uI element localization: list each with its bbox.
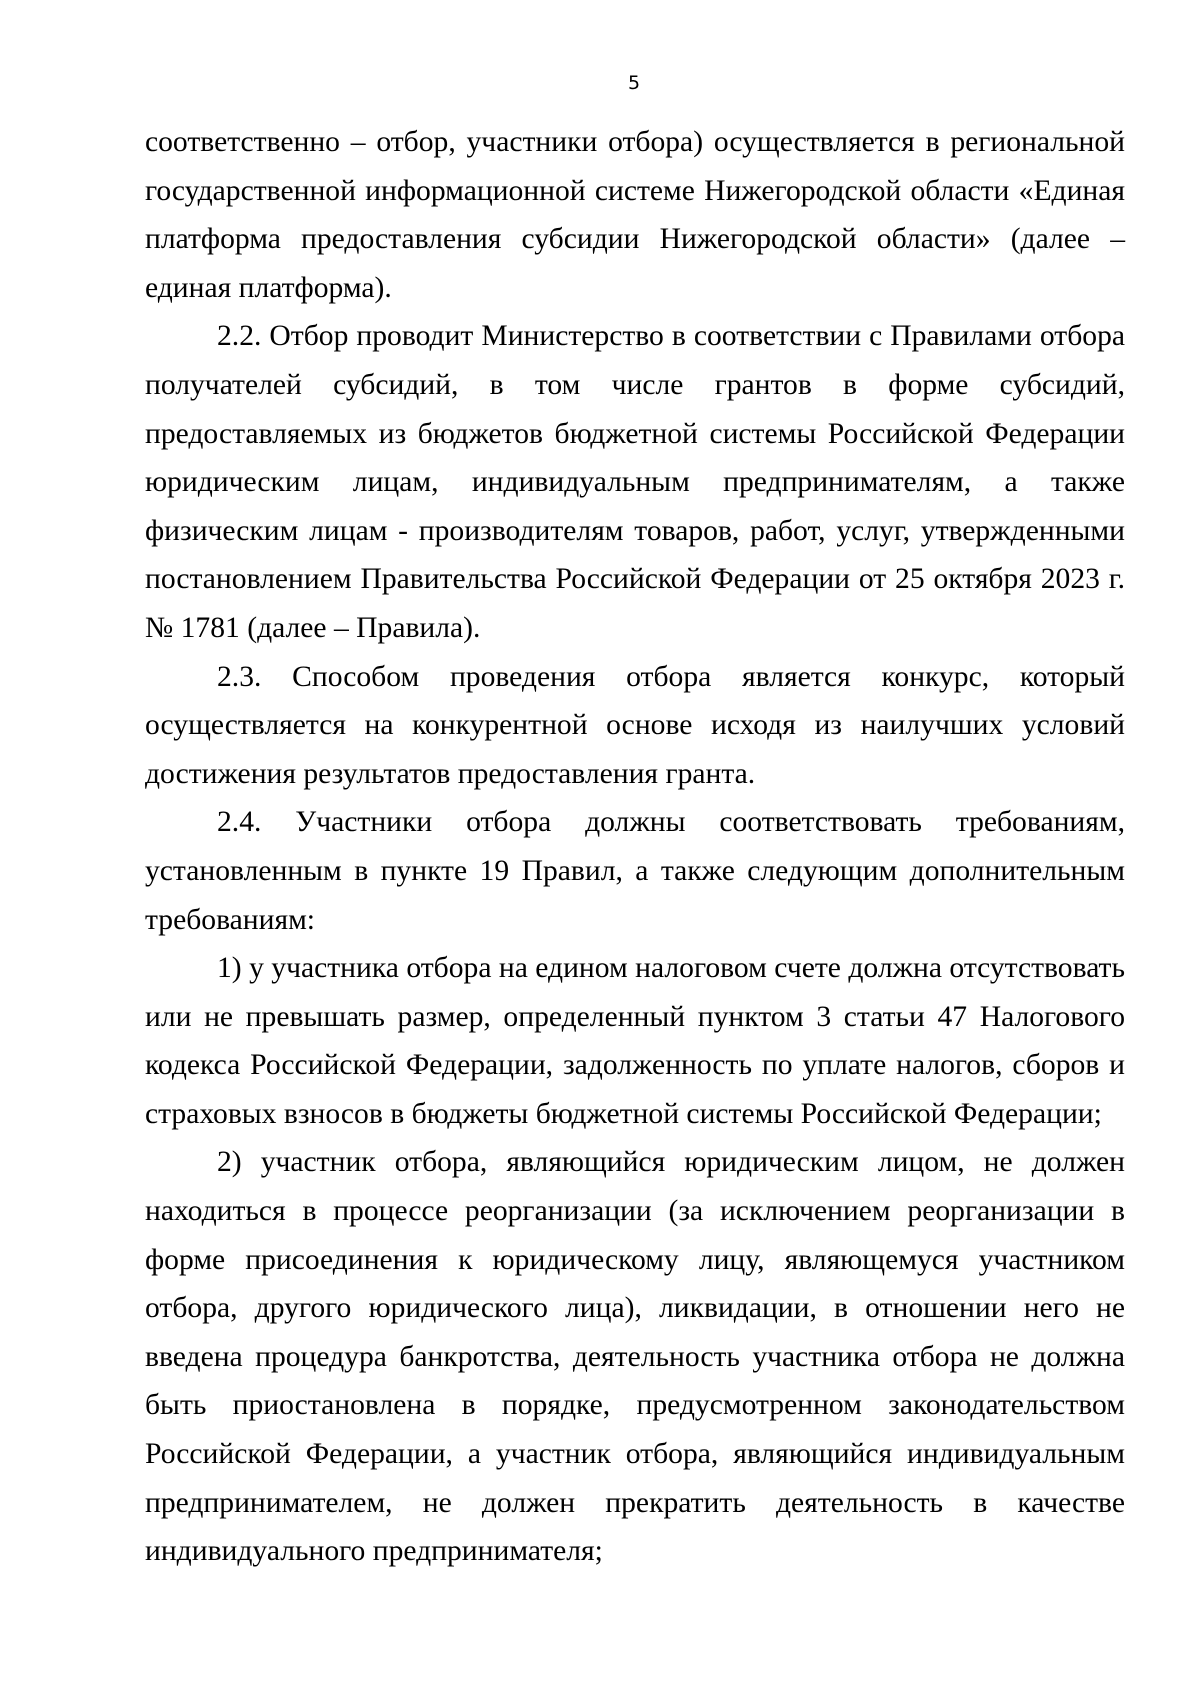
paragraph-2-2: 2.2. Отбор проводит Министерство в соответствии с Правилами отбора получателей субсидий, в том числе грантов в форме субсидий, предоставляемых из бюджетов бюджетной системы Российской Федерации юридическим лицам, индивидуальным предпринимателям, а также физическим лицам - производителям товаров, работ, услуг, утвержденными постановлением Правительства Российской Федерации от 25 октября 2023 г. № 1781 (далее – Правила). bbox=[145, 320, 1125, 644]
paragraph-continuation: соответственно – отбор, участники отбора) осуществляется в региональной государственной информационной системе Нижегородской области «Единая платформа предоставления субсидии Нижегородской области» (далее – единая платформа). bbox=[145, 126, 1125, 304]
list-item-1: 1) у участника отбора на едином налоговом счете должна отсутствовать или не превышать размер, определенный пунктом 3 статьи 47 Налогового кодекса Российской Федерации, задолженность по уплате налогов, сборов и страховых взносов в бюджеты бюджетной системы Российской Федерации; bbox=[145, 952, 1125, 1130]
document-body bbox=[145, 118, 1125, 1576]
paragraph-2-4: 2.4. Участники отбора должны соответствовать требованиям, установленным в пункте 19 Правил, а также следующим дополнительным требованиям: bbox=[145, 806, 1125, 936]
list-item-2: 2) участник отбора, являющийся юридическим лицом, не должен находиться в процессе реорганизации (за исключением реорганизации в форме присоединения к юридическому лицу, являющемуся участником отбора, другого юридического лица), ликвидации, в отношении него не введена процедура банкротства, деятельность участника отбора не должна быть приостановлена в порядке, предусмотренном законодательством Российской Федерации, а участник отбора, являющийся индивидуальным предпринимателем, не должен прекратить деятельность в качестве индивидуального предпринимателя; bbox=[145, 1146, 1125, 1568]
paragraph-2-3: 2.3. Способом проведения отбора является конкурс, который осуществляется на конкурентной основе исходя из наилучших условий достижения результатов предоставления гранта. bbox=[145, 660, 1125, 790]
page-number: 5 bbox=[627, 72, 641, 94]
